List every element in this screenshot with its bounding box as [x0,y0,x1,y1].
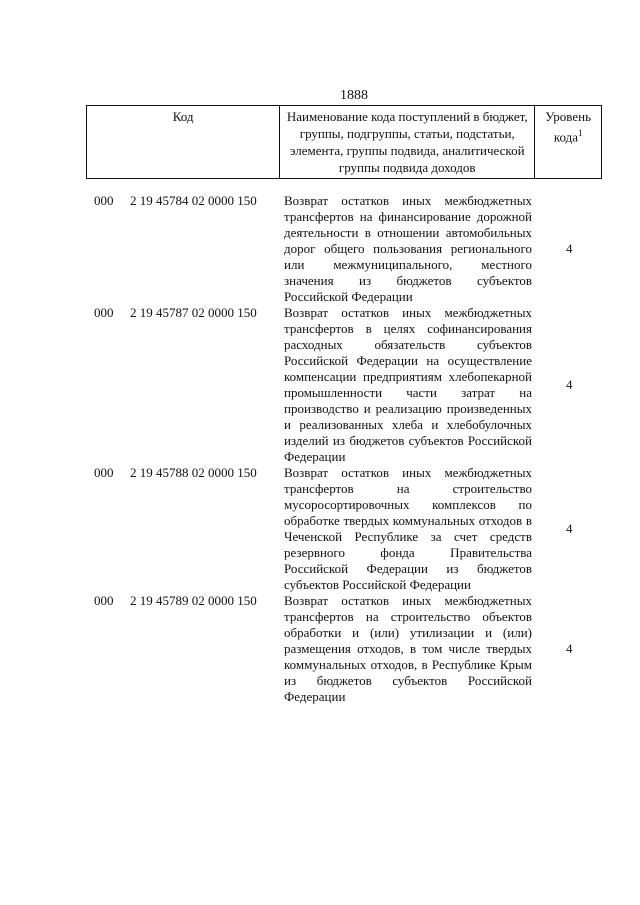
code-level: 4 [566,241,573,256]
income-code: 2 19 45788 02 0000 150 [130,465,257,480]
income-code: 2 19 45784 02 0000 150 [130,193,257,208]
code-level: 4 [566,377,573,392]
column-header-table [86,105,602,179]
admin-code: 000 [94,465,114,480]
code-level: 4 [566,641,573,656]
admin-code: 000 [94,593,114,608]
header-level-label: Уровень кода [545,109,592,145]
table-row [0,305,640,465]
admin-code: 000 [94,193,114,208]
header-code [87,106,280,179]
header-level [535,106,602,179]
admin-code: 000 [94,305,114,320]
income-name: Возврат остатков иных межбюджетных трансфертов на строительство мусоросортировочных комплексов по обработке твердых коммунальных отходов в Чеченской Республике за счет средств резервного фонда Правительства Российской Федерации из бюджетов субъектов Российской Федерации [284,465,532,592]
footnote-marker: 1 [577,128,583,138]
table-row [0,593,640,705]
income-name: Возврат остатков иных межбюджетных трансфертов на строительство объектов обработки и (или) утилизации и (или) размещения отходов, в том числе твердых коммунальных отходов, в Республике Крым из бюджетов субъектов Российской Федерации [284,593,532,704]
header-code-label: Код [172,109,194,124]
income-code: 2 19 45789 02 0000 150 [130,593,257,608]
income-name: Возврат остатков иных межбюджетных трансфертов на финансирование дорожной деятельности в отношении автомобильных дорог общего пользования регионального или межмуниципального, местного значения из бюджетов субъектов Российской Федерации [284,193,532,304]
header-name-label: Наименование кода поступлений в бюджет, группы, подгруппы, статьи, подстатьи, элемента, группы подвида, аналитической группы подвида доходов [286,109,528,175]
income-code-list [0,193,640,705]
income-name: Возврат остатков иных межбюджетных трансфертов в целях софинансирования расходных обязательств субъектов Российской Федерации на осуществление компенсации предприятиям хлебопекарной промышленности части затрат на производство и реализацию произведенных и реализованных хлеба и хлебобулочных изделий из бюджетов субъектов Российской Федерации [284,305,532,464]
page-number: 1888 [340,88,368,103]
table-row [0,193,640,305]
code-level: 4 [566,521,573,536]
income-code: 2 19 45787 02 0000 150 [130,305,257,320]
table-row [0,465,640,593]
header-name [280,106,535,179]
